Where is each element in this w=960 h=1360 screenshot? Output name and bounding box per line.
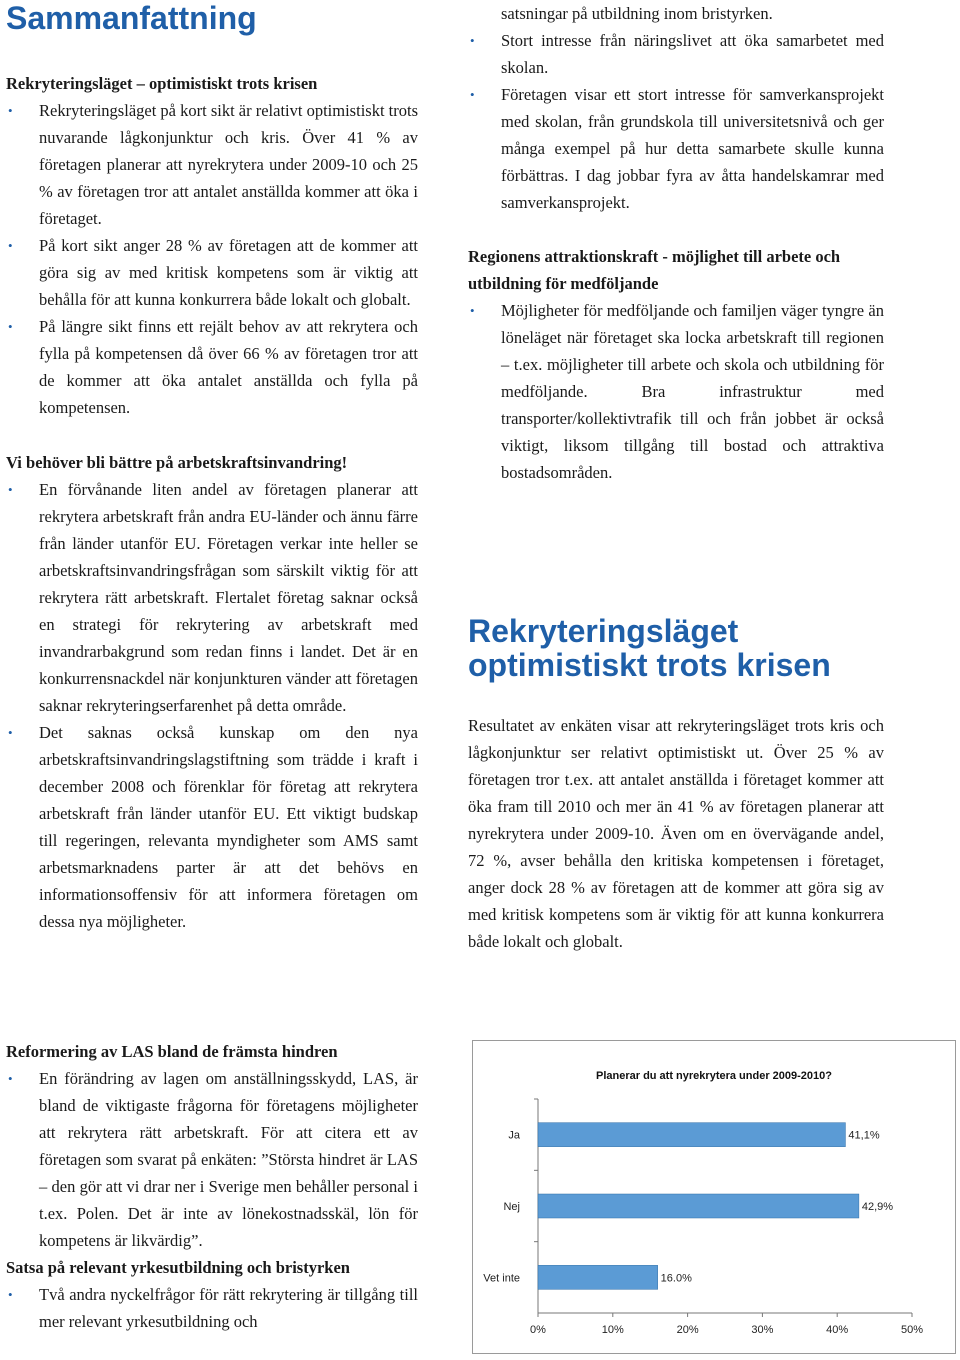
bar-value-label: 41,1% (848, 1129, 880, 1142)
chart-svg (473, 1041, 955, 1353)
list-item: • Stort intresse från näringslivet att öka samarbetet med skolan. (468, 27, 884, 81)
bar (538, 1265, 658, 1289)
right-column (468, 0, 884, 955)
continuation-text: satsningar på utbildning inom bristyrken. (501, 4, 773, 23)
spacer (6, 421, 418, 449)
list-item: • Företagen visar ett stort intresse för samverkansprojekt med skolan, från grundskola till universitetsnivå och ger många exempel på hur detta samarbete skulle kunna förbättras. I dag jobbar fyra av åtta handelskamrar med samverkansprojekt. (468, 81, 884, 216)
bar-value-label: 16.0% (660, 1272, 692, 1285)
section-heading-region: Regionens attraktionskraft - möjlighet till arbete och utbildning för medföljande (468, 247, 841, 293)
section-list-schools (468, 27, 884, 216)
chart-title: Planerar du att nyrekrytera under 2009-2010? (595, 1070, 833, 1082)
bullet-icon: • (8, 724, 13, 740)
category-label: Vet inte (483, 1272, 520, 1285)
feature-heading: Rekryteringsläget optimistiskt trots krisen (468, 613, 831, 683)
bar (538, 1123, 845, 1147)
page-title: Sammanfattning (6, 0, 257, 36)
bullet-icon: • (470, 33, 475, 48)
list-item: • Rekryteringsläget på kort sikt är relativt optimistiskt trots nuvarande lågkonjunktur och kris. Över 41 % av företagen planerar att nyrekrytera under 2009-10 och 25 % av företagen tror att antalet anställda kommer att öka i företaget. (6, 97, 418, 232)
spacer (468, 682, 884, 712)
x-tick-label: 10% (601, 1324, 624, 1336)
x-tick-label: 0% (530, 1324, 546, 1336)
section-heading-recruitment: Rekryteringsläget – optimistiskt trots krisen (6, 73, 318, 93)
section-heading-las: Reformering av LAS bland de främsta hindren (6, 1042, 338, 1061)
bullet-icon: • (8, 481, 13, 497)
bullet-icon: • (8, 237, 13, 253)
list-item: • På längre sikt finns ett rejält behov av att rekrytera och fylla på kompetensen då över 66 % av företagen tror att de kommer att öka antalet anställda och fylla på kompetensen. (6, 313, 418, 421)
bullet-icon: • (8, 102, 13, 118)
bullet-icon: • (470, 303, 475, 318)
list-item: • En förändring av lagen om anställningsskydd, LAS, är bland de viktigaste frågorna för företagens möjligheter att rekrytera rätt arbetskraft. För att citera ett av företagen som svarat på enkäten: ”Största hindret är LAS – den gör att vi drar ner i Sverige men behåller personal i t.ex. Polen. Det är inte av lönekostnadsskäl, lön för kompetens är likvärdig”. (6, 1065, 418, 1254)
left-column-bottom (6, 1038, 418, 1335)
list-item: • Det saknas också kunskap om den nya arbetskraftsinvandringslagstiftning som trädde i kraft i december 2008 och förenklar för företag att rekrytera arbetskraft från länder utanför EU. Ett viktigt budskap till regeringen, relevanta myndigheter som AMS samt arbetsmarknadens parter är att det behövs en informationsoffensiv för att informera företagen om dessa nya möjligheter. (6, 719, 418, 935)
bullet-icon: • (8, 318, 13, 334)
x-tick-label: 40% (826, 1324, 849, 1336)
list-item: • Två andra nyckelfrågor för rätt rekrytering är tillgång till mer relevant yrkesutbildning och (6, 1281, 418, 1335)
category-label: Ja (508, 1129, 520, 1142)
bullet-icon: • (8, 1287, 13, 1302)
bar-value-label: 42,9% (861, 1201, 894, 1213)
x-tick-label: 20% (676, 1324, 699, 1336)
x-tick-label: 30% (751, 1324, 774, 1336)
list-item: • En förvånande liten andel av företagen planerar att rekrytera arbetskraft från andra EU-länder och ännu färre från länder utanför EU. Företagen verkar inte heller se arbetskraftsinvandringsfrågan som särskilt viktig för att rekrytera rätt arbetskraft. Flertalet företag saknar också en strategi för rekrytering av arbetskraft med invandrarbakgrund som redan finns i landet. Det är en konkurrensnackdel när konjunkturen vänder att företagen saknar rekryteringserfarenhet på detta område. (6, 476, 418, 719)
section-list-vocational (6, 1281, 418, 1335)
category-label: Nej (503, 1201, 520, 1213)
chart (472, 1040, 956, 1354)
bullet-icon: • (8, 1071, 13, 1086)
spacer (468, 216, 884, 243)
bar (538, 1194, 859, 1218)
section-list-recruitment (6, 97, 418, 421)
x-tick-label: 50% (900, 1324, 924, 1336)
feature-body: Resultatet av enkäten visar att rekryteringsläget trots kris och lågkonjunktur ser relativt optimistiskt ut. Över 25 % av företagen tror t.ex. att antalet anställda i företaget kommer att öka fram till 2010 och mer än 41 % av företagen planerar att nyrekrytera under 2009-10. Även om en övervägande andel, 72 %, avser behålla den kritiska kompetensen i företaget, anger dock 28 % av företagen att de kommer att göra sig av med kritisk kompetens som är viktig för att kunna konkurrera både lokalt och globalt. (468, 716, 884, 951)
spacer (6, 36, 418, 70)
section-heading-immigration: Vi behöver bli bättre på arbetskraftsinvandring! (6, 452, 348, 472)
section-list-las (6, 1065, 418, 1254)
bullet-icon: • (470, 87, 475, 102)
list-item: • Möjligheter för medföljande och familjen väger tyngre än löneläget när företaget ska locka arbetskraft till regionen – t.ex. möjligheter till arbete och skola och utbildning för medföljande. Bra infrastruktur med transporter/kollektivtrafik till och från jobbet är också viktigt, liksom tillgång till bostad och attraktiva bostadsområden. (468, 297, 884, 486)
section-list-region (468, 297, 884, 486)
section-list-immigration (6, 476, 418, 935)
list-item: • På kort sikt anger 28 % av företagen att de kommer att göra sig av med kritisk kompetens som är viktig att behålla för att kunna konkurrera både lokalt och globalt. (6, 232, 418, 313)
left-column (6, 0, 418, 935)
spacer (468, 486, 884, 614)
section-heading-vocational: Satsa på relevant yrkesutbildning och bristyrken (6, 1258, 350, 1277)
